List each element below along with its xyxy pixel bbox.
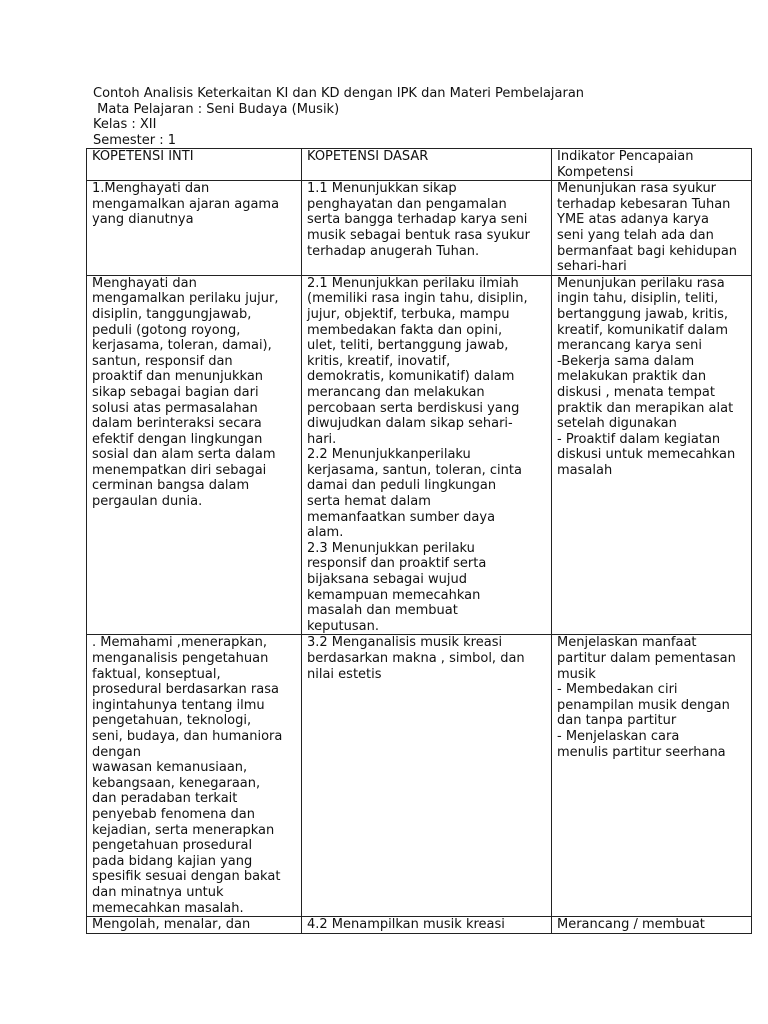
ipk-cell: Merancang / membuat [552, 917, 752, 934]
kd-cell: 3.2 Menganalisis musik kreasi berdasarkan makna , simbol, dan nilai estetis [302, 635, 552, 917]
column-header-ki: KOPETENSI INTI [87, 149, 302, 181]
document-title: Contoh Analisis Keterkaitan KI dan KD dengan IPK dan Materi Pembelajaran [93, 86, 585, 101]
subject-line: Mata Pelajaran : Seni Budaya (Musik) [93, 101, 340, 117]
kd-cell: 4.2 Menampilkan musik kreasi [302, 917, 552, 934]
ki-cell: . Memahami ,menerapkan, menganalisis pengetahuan faktual, konseptual, prosedural berdasarkan rasa ingintahunya tentang ilmu pengetahuan, teknologi, seni, budaya, dan humaniora dengan wawasan kemanusiaan, kebangsaan, kenegaraan, dan peradaban terkait penyebab fenomena dan kejadian, serta menerapkan pengetahuan prosedural pada bidang kajian yang spesifik sesuai dengan bakat dan minatnya untuk memecahkan masalah. [87, 635, 302, 917]
ipk-cell: Menunjukan rasa syukur terhadap kebesaran Tuhan YME atas adanya karya seni yang telah ada dan bermanfaat bagi kehidupan sehari-hari [552, 181, 752, 276]
document-header [93, 86, 584, 148]
ipk-cell: Menunjukan perilaku rasa ingin tahu, disiplin, teliti, bertanggung jawab, kritis, kreatif, komunikatif dalam merancang karya seni -Bekerja sama dalam melakukan praktik dan diskusi , menata tempat praktik dan merapikan alat setelah digunakan - Proaktif dalam kegiatan diskusi untuk memecahkan masalah [552, 275, 752, 635]
kd-cell: 2.1 Menunjukkan perilaku ilmiah (memiliki rasa ingin tahu, disiplin, jujur, objektif, terbuka, mampu membedakan fakta dan opini, ulet, teliti, bertanggung jawab, kritis, kreatif, inovatif, demokratis, komunikatif) dalam merancang dan melakukan percobaan serta berdiskusi yang diwujudkan dalam sikap sehari- hari. 2.2 Menunjukkanperilaku kerjasama, santun, toleran, cinta damai dan peduli lingkungan serta hemat dalam memanfaatkan sumber daya alam. 2.3 Menunjukkan perilaku responsif dan proaktif serta bijaksana sebagai wujud kemampuan memecahkan masalah dan membuat keputusan. [302, 275, 552, 635]
table-row [87, 275, 752, 635]
competency-table [86, 148, 752, 934]
ipk-cell: Menjelaskan manfaat partitur dalam pementasan musik - Membedakan ciri penampilan musik dengan dan tanpa partitur - Menjelaskan cara menulis partitur seerhana [552, 635, 752, 917]
ki-cell: 1.Menghayati dan mengamalkan ajaran agama yang dianutnya [87, 181, 302, 276]
ki-cell: Mengolah, menalar, dan [87, 917, 302, 934]
class-line: Kelas : XII [93, 117, 157, 133]
table-row [87, 917, 752, 934]
kd-cell: 1.1 Menunjukkan sikap penghayatan dan pengamalan serta bangga terhadap karya seni musik sebagai bentuk rasa syukur terhadap anugerah Tuhan. [302, 181, 552, 276]
ki-cell: Menghayati dan mengamalkan perilaku jujur, disiplin, tanggungjawab, peduli (gotong royong, kerjasama, toleran, damai), santun, responsif dan proaktif dan menunjukkan sikap sebagai bagian dari solusi atas permasalahan dalam berinteraksi secara efektif dengan lingkungan sosial dan alam serta dalam menempatkan diri sebagai cerminan bangsa dalam pergaulan dunia. [87, 275, 302, 635]
column-header-kd: KOPETENSI DASAR [302, 149, 552, 181]
table-row [87, 635, 752, 917]
column-header-ipk: Indikator Pencapaian Kompetensi [552, 149, 752, 181]
table-header-row [87, 149, 752, 181]
semester-line: Semester : 1 [93, 132, 177, 148]
table-row [87, 181, 752, 276]
